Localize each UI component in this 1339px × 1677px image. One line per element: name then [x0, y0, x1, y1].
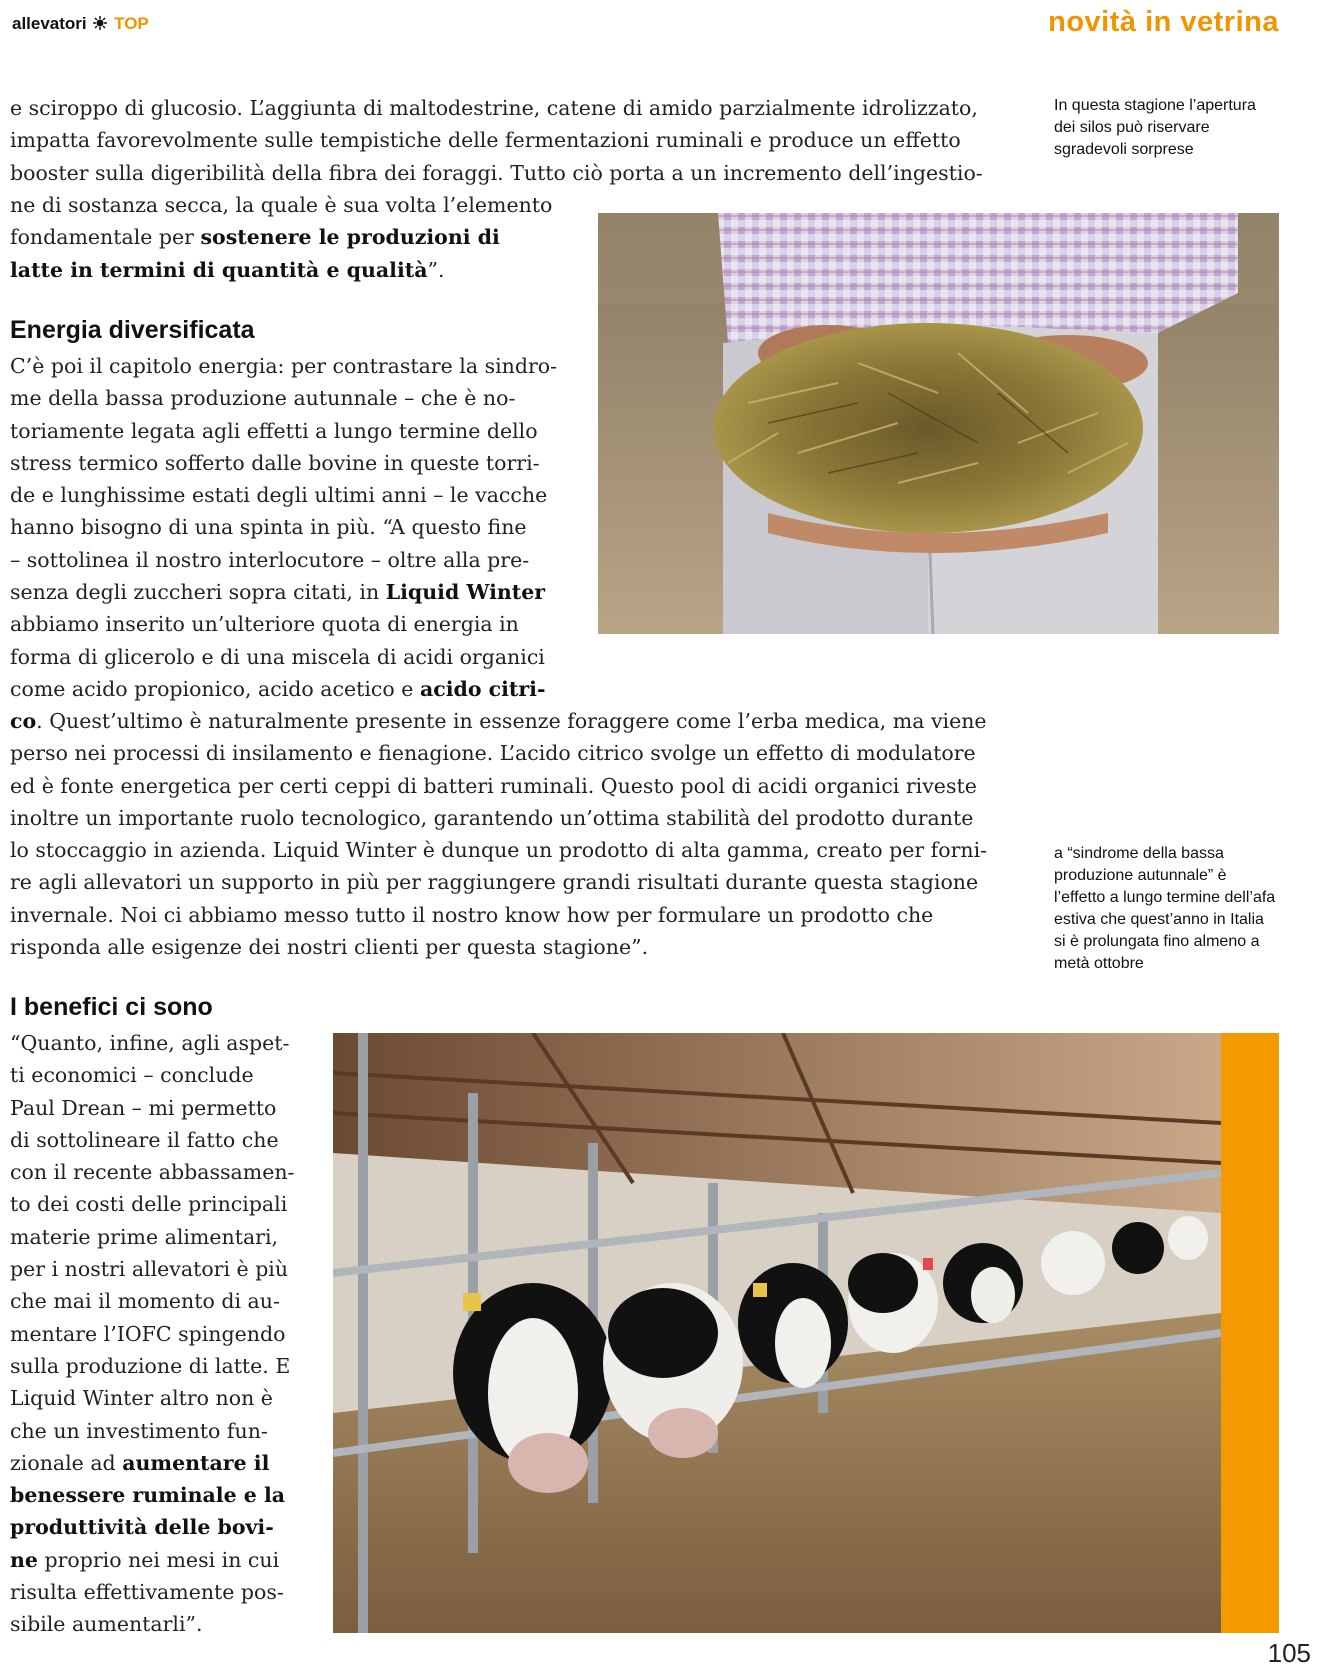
text-span: come acido propionico, acido acetico e — [10, 676, 414, 701]
text-line: forma di glicerolo e di una miscela di acidi organici — [10, 644, 545, 669]
text-line: mentare l’IOFC spingendo — [10, 1321, 286, 1346]
section1-narrow — [10, 350, 563, 705]
text-line: di sottolineare il fatto che — [10, 1127, 279, 1152]
cows-barn-photo — [333, 1033, 1221, 1633]
text-line: risulta effettivamente pos- — [10, 1580, 284, 1605]
text-line — [10, 1544, 297, 1576]
bold-text: ne — [10, 1547, 38, 1572]
text-line — [10, 221, 563, 253]
bold-text: benessere ruminale e la — [10, 1483, 286, 1508]
section-heading-energia: Energia diversificata — [10, 316, 255, 344]
bold-text: aumentare il — [122, 1450, 270, 1475]
rubric-title: novità in vetrina — [1048, 6, 1279, 38]
section1-wide — [10, 705, 1020, 963]
text-line: sulla produzione di latte. E — [10, 1353, 291, 1378]
text-span: . Quest’ultimo è naturalmente presente in essenze foraggere come l’erba medica, ma viene — [36, 709, 987, 733]
text-line: ti economici – conclude — [10, 1063, 254, 1088]
text-line: impatta favorevolmente sulle tempistiche delle fermentazioni ruminali e produce un effetto — [10, 128, 961, 153]
bold-text: co — [10, 709, 37, 733]
text-line: sibile aumentarli”. — [10, 1612, 203, 1637]
text-line — [10, 1447, 297, 1479]
text-line: re agli allevatori un supporto in più per raggiungere grandi risultati durante questa stagione — [10, 870, 979, 895]
text-line — [10, 1511, 297, 1543]
text-line: Paul Drean – mi permetto — [10, 1095, 277, 1120]
bold-text: acido citri- — [419, 676, 546, 701]
text-span: proprio nei mesi in cui — [44, 1547, 280, 1572]
magazine-header — [12, 14, 149, 34]
text-line: che un investimento fun- — [10, 1418, 268, 1443]
text-line: hanno bisogno di una spinta in più. “A questo fine — [10, 515, 527, 540]
text-line: che mai il momento di au- — [10, 1289, 280, 1314]
page-number: 105 — [1267, 1638, 1311, 1668]
silage-hands-photo — [598, 213, 1279, 634]
section2-column — [10, 1027, 297, 1641]
bold-text: latte in termini di quantità e qualità — [10, 257, 428, 282]
caption-silos: In questa stagione l’apertura dei silos può riservare sgradevoli sorprese — [1054, 97, 1256, 158]
text-line: per i nostri allevatori è più — [10, 1257, 289, 1282]
text-line: abbiamo inserito un’ulteriore quota di energia in — [10, 612, 519, 637]
text-line — [10, 673, 563, 705]
text-span: zionale ad — [10, 1450, 116, 1475]
text-line: inoltre un importante ruolo tecnologico, garantendo un’ottima stabilità del prodotto durante — [10, 805, 974, 830]
text-span: senza degli zuccheri sopra citati, in — [10, 580, 380, 605]
text-line: lo stoccaggio in azienda. Liquid Winter è dunque un prodotto di alta gamma, creato per forni- — [10, 838, 988, 863]
text-line: perso nei processi di insilamento e fienagione. L’acido citrico svolge un effetto di modulatore — [10, 741, 976, 766]
section-heading-benefici: I benefici ci sono — [10, 993, 213, 1021]
accent-bar — [1221, 1033, 1279, 1633]
caption-sindrome: a “sindrome della bassa produzione autunnale” è l’effetto a lungo termine dell’afa estiva che quest’anno in Italia si è prolungata fino almeno a metà ottobre — [1054, 845, 1276, 972]
text-line: ed è fonte energetica per certi ceppi di batteri ruminali. Questo pool di acidi organici riveste — [10, 773, 977, 798]
bold-text: sostenere le produzioni di — [200, 225, 500, 250]
text-line: e sciroppo di glucosio. L’aggiunta di maltodestrine, catene di amido parzialmente idrolizzato, — [10, 96, 978, 120]
bold-text: Liquid Winter — [385, 580, 546, 605]
bold-text: produttività delle bovi- — [10, 1515, 274, 1540]
text-line — [10, 254, 563, 286]
magazine-name: allevatori — [12, 14, 87, 33]
text-line: to dei costi delle principali — [10, 1192, 288, 1217]
text-line: booster sulla digeribilità della fibra dei foraggi. Tutto ciò porta a un incremento dell’ingestio- — [10, 160, 983, 185]
text-line: de e lunghissime estati degli ultimi anni – le vacche — [10, 483, 548, 508]
text-line: – sottolinea il nostro interlocutore – oltre alla pre- — [10, 547, 530, 572]
text-line: toriamente legata agli effetti a lungo termine dello — [10, 418, 538, 443]
text-line: me della bassa produzione autunnale – che è no- — [10, 386, 516, 411]
text-line: stress termico sofferto dalle bovine in queste torri- — [10, 450, 540, 475]
text-line: con il recente abbassamen- — [10, 1160, 295, 1185]
text-line: C’è poi il capitolo energia: per contrastare la sindro- — [10, 354, 558, 378]
intro-paragraph-wide — [10, 92, 1020, 189]
intro-paragraph-narrow — [10, 189, 563, 286]
text-span: ”. — [427, 257, 445, 282]
text-line — [10, 705, 1020, 737]
text-line — [10, 1479, 297, 1511]
text-line — [10, 576, 563, 608]
text-line: materie prime alimentari, — [10, 1224, 279, 1249]
text-line: risponda alle esigenze dei nostri clienti per questa stagione”. — [10, 935, 649, 960]
text-line: Liquid Winter altro non è — [10, 1386, 273, 1411]
text-line: ne di sostanza secca, la quale è sua volta l’elemento — [10, 193, 553, 217]
text-line: “Quanto, infine, agli aspet- — [10, 1031, 290, 1055]
section-label: TOP — [114, 14, 149, 33]
text-span: fondamentale per — [10, 225, 194, 250]
sun-icon — [93, 16, 107, 30]
text-line: invernale. Noi ci abbiamo messo tutto il nostro know how per formulare un prodotto che — [10, 902, 934, 927]
